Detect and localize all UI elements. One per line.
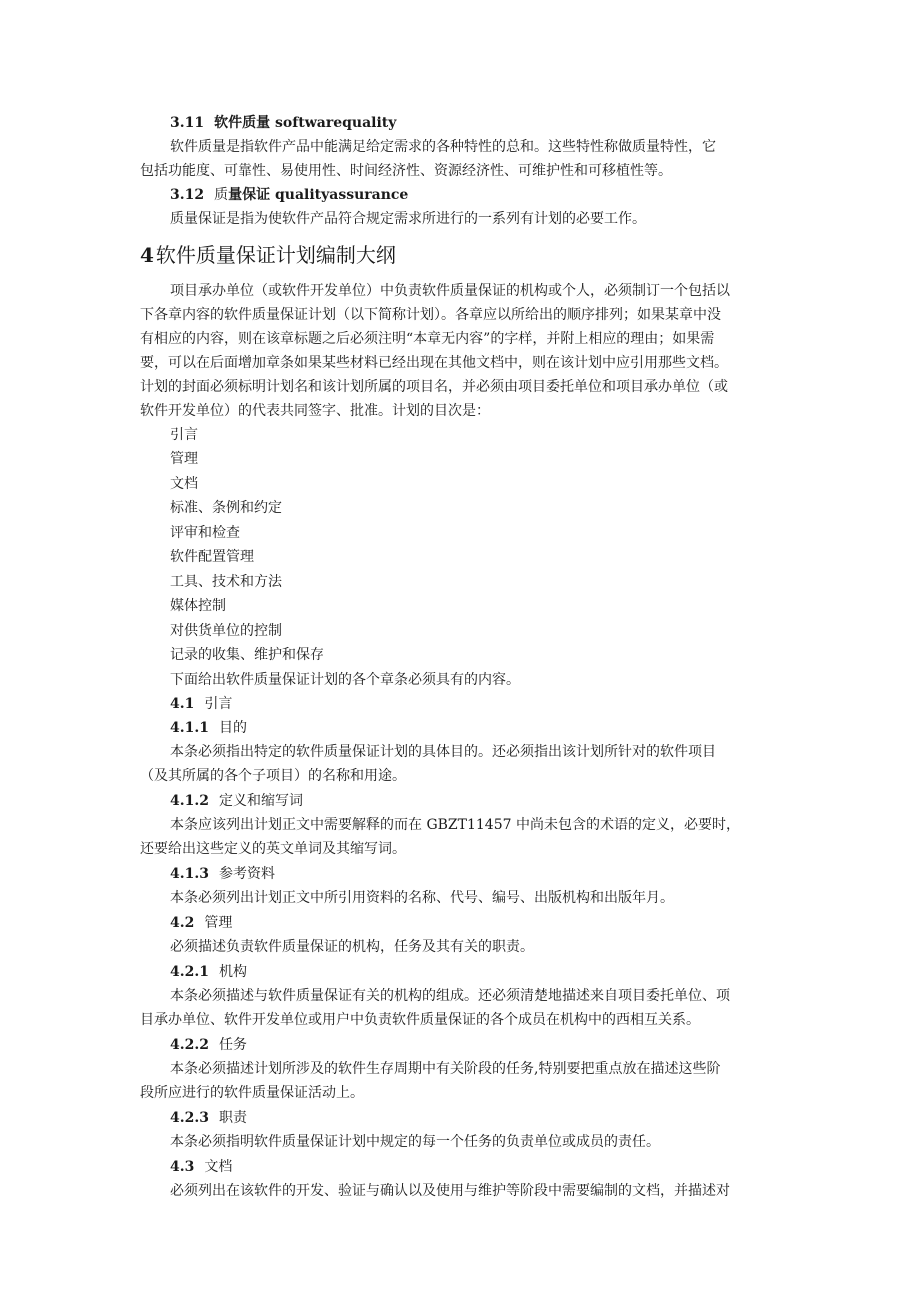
section-number: 3.12 <box>170 187 205 203</box>
section-number: 4.2.1 <box>170 964 209 980</box>
paragraph-line: 本条必须指明软件质量保证计划中规定的每一个任务的负责单位或成员的责任。 <box>170 1134 660 1150</box>
paragraph-line: 计划的封面必须标明计划名和该计划所属的项目名，并必须由项目委托单位和项目承办单位（或 <box>140 379 728 395</box>
paragraph-line: 下面给出软件质量保证计划的各个章条必须具有的内容。 <box>170 672 520 688</box>
toc-item: 引言 <box>170 427 198 443</box>
section-title: 引言 <box>204 696 233 712</box>
section-4-1-1-heading <box>170 719 785 738</box>
toc-item: 管理 <box>170 451 198 467</box>
toc-item: 媒体控制 <box>170 598 226 614</box>
paragraph-line: 有相应的内容，则在该章标题之后必须注明“本章无内容”的字样，并附上相应的理由；如果需 <box>140 331 715 347</box>
paragraph-line: 本条必须列出计划正文中所引用资料的名称、代号、编号、出版机构和出版年月。 <box>170 890 674 906</box>
paragraph-line: 软件质量是指软件产品中能满足给定需求的各种特性的总和。这些特性称做质量特性，它 <box>170 139 716 155</box>
paragraph-line: 本条应该列出计划正文中需要解释的而在 GBZT11457 中尚未包含的术语的定义，必要时， <box>170 817 740 833</box>
paragraph-line: 要，可以在后面增加章条如果某些材料已经出现在其他文档中，则在该计划中应引用那些文档。 <box>140 355 728 371</box>
paragraph-line: 软件开发单位）的代表共同签字、批准。计划的目次是： <box>140 403 490 419</box>
paragraph-line: 必须描述负责软件质量保证的机构，任务及其有关的职责。 <box>170 939 534 955</box>
paragraph-line: 本条必须指出特定的软件质量保证计划的具体目的。还必须指出该计划所针对的软件项目 <box>170 744 716 760</box>
paragraph-line: 还要给出这些定义的英文单词及其缩写词。 <box>140 841 406 857</box>
section-title-bold: 量保证 qualityassurance <box>228 187 409 203</box>
section-4-2-1-heading <box>170 963 785 982</box>
section-3-12-heading <box>170 186 785 205</box>
paragraph-line: 下各章内容的软件质量保证计划（以下简称计划）。各章应以所给出的顺序排列；如果某章中没 <box>140 307 721 323</box>
section-4-2-heading <box>170 914 785 933</box>
toc-item: 文档 <box>170 476 198 492</box>
section-number: 4.1.3 <box>170 866 209 882</box>
paragraph-line: （及其所属的各个子项目）的名称和用途。 <box>140 768 406 784</box>
section-4-1-2-heading <box>170 792 785 811</box>
chapter-4-heading <box>140 242 785 268</box>
section-number: 4.1 <box>170 696 195 712</box>
paragraph-line: 目承办单位、软件开发单位或用户中负责软件质量保证的各个成员在机构中的西相互关系。 <box>140 1012 700 1028</box>
toc-item: 软件配置管理 <box>170 549 254 565</box>
section-title-plain: 质 <box>214 187 229 203</box>
paragraph-line: 包括功能度、可靠性、易使用性、时间经济性、资源经济性、可维护性和可移植性等。 <box>140 163 672 179</box>
paragraph-line: 段所应进行的软件质量保证活动上。 <box>140 1085 364 1101</box>
toc-item: 对供货单位的控制 <box>170 623 282 639</box>
section-title: 任务 <box>218 1037 247 1053</box>
section-4-2-2-heading <box>170 1036 785 1055</box>
chapter-title: 软件质量保证计划编制大纲 <box>155 243 396 267</box>
section-title: 文档 <box>204 1159 233 1175</box>
section-title: 定义和缩写词 <box>218 793 303 809</box>
section-title: 软件质量 softwarequality <box>214 115 397 131</box>
section-4-1-heading <box>170 695 785 714</box>
toc-item: 工具、技术和方法 <box>170 574 282 590</box>
toc-item: 评审和检查 <box>170 525 240 541</box>
paragraph-line: 本条必须描述计划所涉及的软件生存周期中有关阶段的任务,特别要把重点放在描述这些阶 <box>170 1061 721 1077</box>
toc-item: 标准、条例和约定 <box>170 500 282 516</box>
section-4-3-heading <box>170 1158 785 1177</box>
section-number: 4.2.3 <box>170 1110 209 1126</box>
section-title: 职责 <box>218 1110 247 1126</box>
section-number: 4.1.2 <box>170 793 209 809</box>
paragraph-line: 本条必须描述与软件质量保证有关的机构的组成。还必须清楚地描述来自项目委托单位、项 <box>170 988 730 1004</box>
paragraph-line: 质量保证是指为使软件产品符合规定需求所进行的一系列有计划的必要工作。 <box>170 211 646 227</box>
section-title: 管理 <box>204 915 233 931</box>
paragraph-line: 必须列出在该软件的开发、验证与确认以及使用与维护等阶段中需要编制的文档，并描述对 <box>170 1183 730 1199</box>
section-3-11-heading <box>170 114 785 133</box>
section-number: 4.3 <box>170 1159 195 1175</box>
chapter-number: 4 <box>140 243 154 267</box>
section-number: 3.11 <box>170 115 205 131</box>
section-4-1-3-heading <box>170 865 785 884</box>
section-title: 目的 <box>218 720 247 736</box>
paragraph-line: 项目承办单位（或软件开发单位）中负责软件质量保证的机构或个人，必须制订一个包括以 <box>170 283 730 299</box>
section-title: 参考资料 <box>218 866 275 882</box>
section-number: 4.1.1 <box>170 720 209 736</box>
section-number: 4.2.2 <box>170 1037 209 1053</box>
section-title: 机构 <box>218 964 247 980</box>
toc-item: 记录的收集、维护和保存 <box>170 647 324 663</box>
section-number: 4.2 <box>170 915 195 931</box>
section-4-2-3-heading <box>170 1109 785 1128</box>
